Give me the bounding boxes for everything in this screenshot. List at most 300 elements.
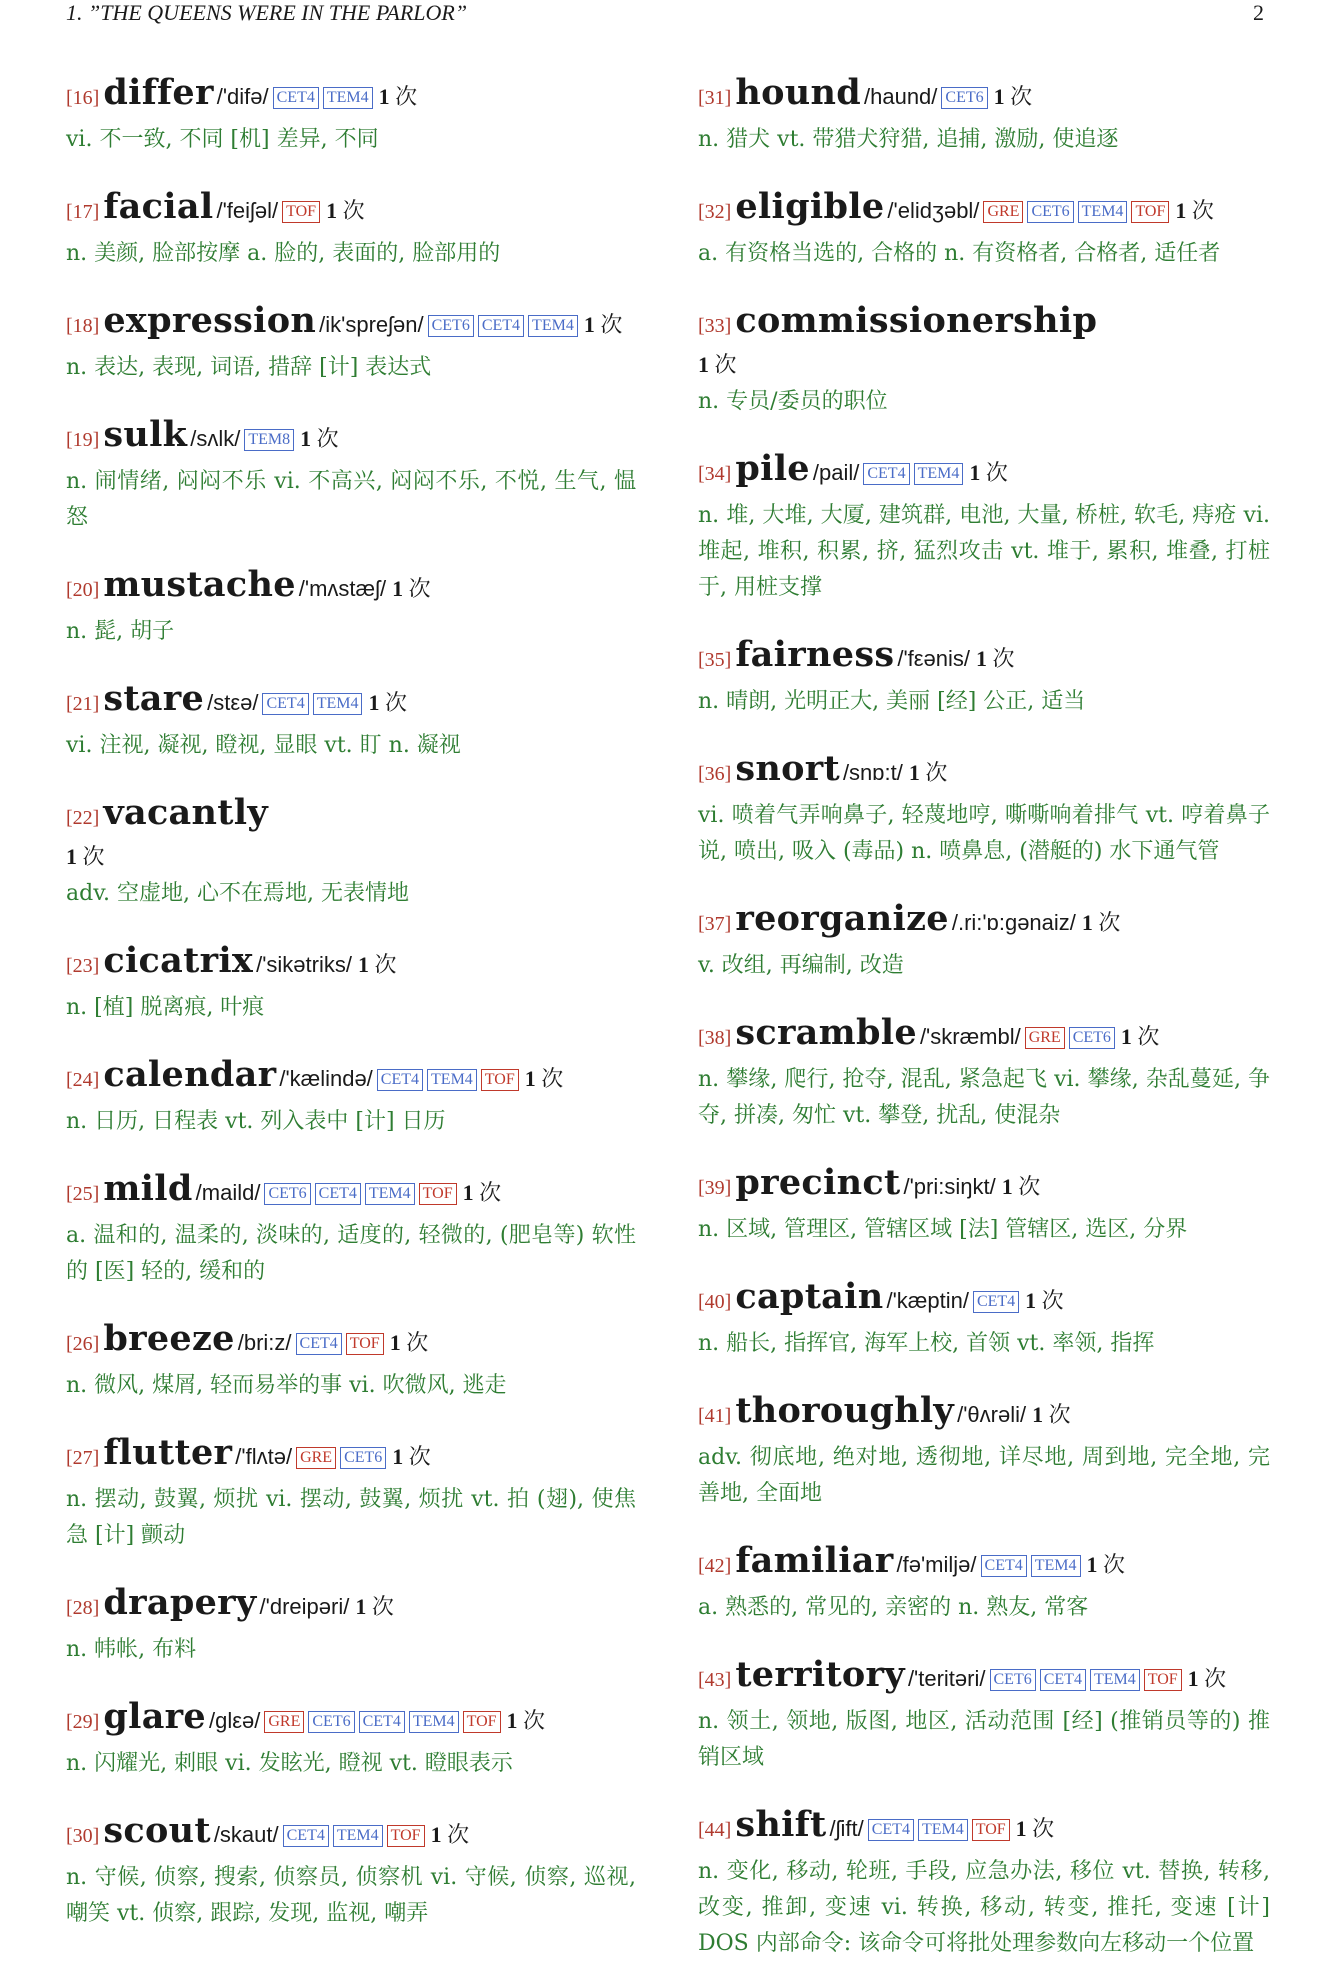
headword-line [66, 72, 636, 120]
exam-tag: TEM4 [1078, 201, 1128, 223]
frequency-unit: 次 [408, 1444, 431, 1469]
frequency-unit: 次 [600, 312, 623, 337]
exam-tag: TEM4 [427, 1069, 477, 1091]
headword: hound [735, 72, 861, 113]
headword-line [66, 792, 636, 840]
vocab-entry [698, 186, 1270, 272]
exam-tag: TOF [1131, 201, 1169, 223]
frequency-unit: 次 [1048, 1402, 1071, 1427]
exam-tag: GRE [983, 201, 1023, 223]
definition: n. 船长, 指挥官, 海军上校, 首领 vt. 率领, 指挥 [698, 1331, 1155, 1356]
headword-line [698, 72, 1270, 120]
definition: n. 摆动, 鼓翼, 烦扰 vi. 摆动, 鼓翼, 烦扰 vt. 拍 (翅), 使焦急 [计] 颤动 [66, 1487, 636, 1548]
headword-line [698, 1654, 1270, 1702]
frequency [1175, 198, 1214, 223]
entry-number: [35] [698, 649, 732, 671]
frequency-count: 1 [1015, 1816, 1033, 1841]
frequency [698, 348, 1270, 382]
entry-number: [41] [698, 1405, 732, 1427]
headword: snort [735, 748, 840, 789]
headword: thoroughly [735, 1390, 955, 1431]
exam-tag: TEM4 [313, 693, 363, 715]
definition: n. 攀缘, 爬行, 抢夺, 混乱, 紧急起飞 vi. 攀缘, 杂乱蔓延, 争夺, 拼凑, 匆忙 vt. 攀登, 扰乱, 使混杂 [698, 1067, 1270, 1128]
frequency-unit: 次 [1103, 1552, 1126, 1577]
frequency-unit: 次 [1032, 1816, 1055, 1841]
headword-line [66, 1696, 636, 1744]
frequency-count: 1 [1032, 1402, 1049, 1427]
headword-line [66, 1054, 636, 1102]
headword-line [66, 1582, 636, 1630]
frequency [1002, 1174, 1041, 1199]
headword: vacantly [103, 792, 268, 833]
headword-line [66, 414, 636, 462]
exam-tag: CET4 [868, 1819, 914, 1841]
definition: n. 专员/委员的职位 [698, 389, 888, 414]
entry-number: [29] [66, 1711, 100, 1733]
definition: v. 改组, 再编制, 改造 [698, 953, 904, 978]
frequency [390, 1330, 429, 1355]
frequency [909, 760, 948, 785]
headword: shift [735, 1804, 827, 1845]
phonetic: /'flʌtə/ [235, 1444, 293, 1469]
vocab-entry [698, 1390, 1270, 1512]
phonetic: /skaut/ [213, 1822, 279, 1847]
vocab-entry [66, 414, 636, 536]
headword: differ [103, 72, 214, 113]
vocab-entry [66, 792, 636, 912]
exam-tag: GRE [264, 1711, 304, 1733]
entry-number: [34] [698, 463, 732, 485]
phonetic: /'θʌrəli/ [957, 1402, 1027, 1427]
vocab-entry [698, 448, 1270, 606]
frequency [976, 646, 1015, 671]
frequency-unit: 次 [384, 690, 407, 715]
definition: n. 日历, 日程表 vt. 列入表中 [计] 日历 [66, 1109, 446, 1134]
headword-line [66, 300, 636, 348]
vocab-entry [66, 186, 636, 272]
exam-tag: CET6 [1027, 201, 1073, 223]
entry-number: [38] [698, 1027, 732, 1049]
frequency [584, 312, 623, 337]
frequency-count: 1 [1081, 910, 1099, 935]
vocab-entry [698, 634, 1270, 720]
exam-tag: TEM8 [244, 429, 294, 451]
headword-line [698, 1804, 1270, 1852]
entry-number: [23] [66, 955, 100, 977]
definition: a. 温和的, 温柔的, 淡味的, 适度的, 轻微的, (肥皂等) 软性的 [医] 轻的, 缓和的 [66, 1223, 636, 1284]
definition: n. 美颜, 脸部按摩 a. 脸的, 表面的, 脸部用的 [66, 241, 501, 266]
definition: n. 晴朗, 光明正大, 美丽 [经] 公正, 适当 [698, 689, 1086, 714]
frequency-count: 1 [392, 1444, 409, 1469]
vocab-entry [66, 940, 636, 1026]
phonetic: /'mʌstæʃ/ [298, 576, 387, 601]
phonetic: /'teritəri/ [907, 1666, 986, 1691]
frequency-count: 1 [1175, 198, 1192, 223]
phonetic: /'elidʒəbl/ [887, 198, 980, 223]
frequency-unit: 次 [479, 1180, 502, 1205]
frequency-unit: 次 [985, 460, 1008, 485]
vocab-entry [66, 678, 636, 764]
frequency [1025, 1288, 1064, 1313]
phonetic: /'fεənis/ [897, 646, 971, 671]
vocab-entry [698, 300, 1270, 420]
entry-number: [25] [66, 1183, 100, 1205]
frequency-unit: 次 [992, 646, 1015, 671]
frequency-unit: 次 [1010, 84, 1033, 109]
frequency-unit: 次 [1191, 198, 1214, 223]
headword-line [66, 1318, 636, 1366]
headword: scramble [735, 1012, 917, 1053]
entry-number: [26] [66, 1333, 100, 1355]
headword: reorganize [735, 898, 949, 939]
phonetic: /bri:z/ [237, 1330, 292, 1355]
vocab-entry [698, 1804, 1270, 1962]
headword: flutter [103, 1432, 233, 1473]
headword: expression [103, 300, 317, 341]
frequency [355, 1594, 394, 1619]
definition: n. 表达, 表现, 词语, 措辞 [计] 表达式 [66, 355, 432, 380]
exam-tag: CET4 [1040, 1669, 1086, 1691]
frequency-count: 1 [368, 690, 385, 715]
vocab-entry [66, 564, 636, 650]
headword-line [66, 186, 636, 234]
frequency [358, 952, 397, 977]
frequency-unit: 次 [395, 84, 418, 109]
headword: sulk [103, 414, 188, 455]
frequency-unit: 次 [316, 426, 339, 451]
exam-tag: CET4 [377, 1069, 423, 1091]
entry-number: [27] [66, 1447, 100, 1469]
definition: a. 熟悉的, 常见的, 亲密的 n. 熟友, 常客 [698, 1595, 1089, 1620]
entry-number: [22] [66, 807, 100, 829]
headword-line [66, 940, 636, 988]
definition: vi. 喷着气弄响鼻子, 轻蔑地哼, 嘶嘶响着排气 vt. 哼着鼻子说, 喷出, 吸入 (毒品) n. 喷鼻息, (潜艇的) 水下通气管 [698, 803, 1270, 864]
headword: cicatrix [103, 940, 254, 981]
frequency-unit: 次 [408, 576, 431, 601]
frequency-count: 1 [524, 1066, 542, 1091]
frequency-unit: 次 [541, 1066, 564, 1091]
entry-number: [30] [66, 1825, 100, 1847]
vocab-entry [698, 1012, 1270, 1134]
frequency-unit: 次 [374, 952, 397, 977]
frequency [326, 198, 365, 223]
definition: n. 变化, 移动, 轮班, 手段, 应急办法, 移位 vt. 替换, 转移, 改变, 推卸, 变速 vi. 转换, 移动, 转变, 推托, 变速 [计] DOS 内部命令: 该命令可将批处理参数向左移动一个位置 [698, 1859, 1270, 1956]
definition: n. 守候, 侦察, 搜索, 侦察员, 侦察机 vi. 守候, 侦察, 巡视, 嘲笑 vt. 侦察, 跟踪, 发现, 监视, 嘲弄 [66, 1865, 636, 1926]
exam-tag: CET4 [315, 1183, 361, 1205]
headword-line [698, 186, 1270, 234]
frequency [969, 460, 1008, 485]
exam-tag: CET6 [428, 315, 474, 337]
vocab-entry [66, 1810, 636, 1932]
headword: scout [103, 1810, 211, 1851]
headword-line [698, 1540, 1270, 1588]
exam-tag: CET4 [359, 1711, 405, 1733]
entry-number: [19] [66, 429, 100, 451]
frequency-count: 1 [389, 1330, 407, 1355]
headword: eligible [735, 186, 885, 227]
frequency-unit: 次 [714, 352, 737, 377]
phonetic: /'sikətriks/ [256, 952, 352, 977]
frequency [525, 1066, 564, 1091]
headword-line [698, 300, 1270, 348]
frequency-count: 1 [506, 1708, 524, 1733]
headword-line [698, 1390, 1270, 1438]
exam-tag: TOF [463, 1711, 501, 1733]
headword: calendar [103, 1054, 277, 1095]
frequency [1087, 1552, 1126, 1577]
definition: n. 区域, 管理区, 管辖区域 [法] 管辖区, 选区, 分界 [698, 1217, 1188, 1242]
phonetic: /'dreipəri/ [259, 1594, 350, 1619]
headword: commissionership [735, 300, 1098, 341]
frequency [1188, 1666, 1227, 1691]
vocab-entry [698, 1162, 1270, 1248]
headword: breeze [103, 1318, 235, 1359]
entry-number: [42] [698, 1555, 732, 1577]
frequency-unit: 次 [1041, 1288, 1064, 1313]
exam-tag: CET6 [340, 1447, 386, 1469]
exam-tag: CET6 [941, 87, 987, 109]
exam-tag: TEM4 [409, 1711, 459, 1733]
exam-tag: TOF [282, 201, 320, 223]
exam-tag: CET4 [283, 1825, 329, 1847]
frequency-unit: 次 [1098, 910, 1121, 935]
entry-number: [16] [66, 87, 100, 109]
frequency-count: 1 [1120, 1024, 1138, 1049]
phonetic: /'feiʃəl/ [216, 198, 279, 223]
headword: territory [735, 1654, 905, 1695]
phonetic: /'pri:siŋkt/ [903, 1174, 996, 1199]
definition: a. 有资格当选的, 合格的 n. 有资格者, 合格者, 适任者 [698, 241, 1221, 266]
headword: precinct [735, 1162, 901, 1203]
exam-tag: TEM4 [528, 315, 578, 337]
page-header [66, 0, 1264, 30]
definition: vi. 不一致, 不同 [机] 差异, 不同 [66, 127, 379, 152]
frequency-unit: 次 [406, 1330, 429, 1355]
frequency [66, 840, 636, 874]
phonetic: /'difə/ [216, 84, 269, 109]
phonetic: /maild/ [195, 1180, 261, 1205]
exam-tag: TOF [346, 1333, 384, 1355]
headword-line [66, 678, 636, 726]
definition: n. 帏帐, 布料 [66, 1637, 197, 1662]
exam-tag: TOF [1144, 1669, 1182, 1691]
entry-number: [24] [66, 1069, 100, 1091]
headword-line [66, 1168, 636, 1216]
phonetic: /sʌlk/ [190, 426, 241, 451]
entry-number: [28] [66, 1597, 100, 1619]
entry-number: [44] [698, 1819, 732, 1841]
phonetic: /ik'spreʃən/ [319, 312, 424, 337]
frequency-count: 1 [993, 84, 1011, 109]
phonetic: /glεə/ [208, 1708, 261, 1733]
vocab-entry [66, 1582, 636, 1668]
phonetic: /snɒ:t/ [842, 760, 903, 785]
exam-tag: GRE [296, 1447, 336, 1469]
entry-number: [37] [698, 913, 732, 935]
phonetic: /stεə/ [207, 690, 259, 715]
frequency-count: 1 [355, 1594, 372, 1619]
headword-line [698, 748, 1270, 796]
frequency-count: 1 [1025, 1288, 1042, 1313]
vocab-entry [698, 1540, 1270, 1626]
exam-tag: CET4 [478, 315, 524, 337]
headword-line [66, 1810, 636, 1858]
headword: facial [103, 186, 214, 227]
exam-tag: TEM4 [918, 1819, 968, 1841]
vocab-entry [66, 1054, 636, 1140]
phonetic: /'skræmbl/ [919, 1024, 1021, 1049]
headword-line [698, 1162, 1270, 1210]
frequency [994, 84, 1033, 109]
frequency [1121, 1024, 1160, 1049]
headword: stare [103, 678, 205, 719]
frequency-count: 1 [430, 1822, 448, 1847]
entry-number: [31] [698, 87, 732, 109]
frequency [300, 426, 339, 451]
right-column [698, 72, 1270, 1962]
frequency-count: 1 [1187, 1666, 1205, 1691]
exam-tag: CET4 [981, 1555, 1027, 1577]
headword: glare [103, 1696, 206, 1737]
definition: n. 闪耀光, 刺眼 vi. 发眩光, 瞪视 vt. 瞪眼表示 [66, 1751, 513, 1776]
frequency-count: 1 [66, 844, 83, 869]
exam-tag: GRE [1025, 1027, 1065, 1049]
entry-number: [20] [66, 579, 100, 601]
entry-number: [36] [698, 763, 732, 785]
exam-tag: TOF [419, 1183, 457, 1205]
frequency-unit: 次 [1137, 1024, 1160, 1049]
vocab-entry [698, 898, 1270, 984]
vocab-entry [66, 1696, 636, 1782]
vocab-entry [698, 1276, 1270, 1362]
frequency [1016, 1816, 1055, 1841]
headword: fairness [735, 634, 895, 675]
exam-tag: TEM4 [365, 1183, 415, 1205]
entry-number: [43] [698, 1669, 732, 1691]
exam-tag: TOF [481, 1069, 519, 1091]
headword-line [66, 564, 636, 612]
frequency-count: 1 [378, 84, 396, 109]
frequency-unit: 次 [447, 1822, 470, 1847]
headword-line [698, 898, 1270, 946]
exam-tag: CET6 [990, 1669, 1036, 1691]
vocab-entry [698, 1654, 1270, 1776]
definition: adv. 空虚地, 心不在焉地, 无表情地 [66, 881, 409, 906]
exam-tag: TEM4 [1090, 1669, 1140, 1691]
definition: n. 髭, 胡子 [66, 619, 175, 644]
definition: vi. 注视, 凝视, 瞪视, 显眼 vt. 盯 n. 凝视 [66, 733, 461, 758]
headword: captain [735, 1276, 884, 1317]
left-column [66, 72, 636, 1932]
vocab-entry [66, 1318, 636, 1404]
headword: mild [103, 1168, 193, 1209]
headword-line [698, 634, 1270, 682]
definition: n. 猎犬 vt. 带猎犬狩猎, 追捕, 激励, 使追逐 [698, 127, 1119, 152]
chapter-title: 1. ”THE QUEENS WERE IN THE PARLOR” [66, 0, 468, 25]
frequency-count: 1 [1086, 1552, 1104, 1577]
headword-line [698, 1276, 1270, 1324]
frequency-count: 1 [300, 426, 317, 451]
frequency-count: 1 [462, 1180, 480, 1205]
vocab-entry [66, 300, 636, 386]
exam-tag: TOF [972, 1819, 1010, 1841]
vocab-entry [66, 72, 636, 158]
vocab-entry [698, 748, 1270, 870]
definition: n. 领土, 领地, 版图, 地区, 活动范围 [经] (推销员等的) 推销区域 [698, 1709, 1270, 1770]
exam-tag: CET4 [863, 463, 909, 485]
frequency-count: 1 [908, 760, 926, 785]
definition: adv. 彻底地, 绝对地, 透彻地, 详尽地, 周到地, 完全地, 完善地, 全面地 [698, 1445, 1270, 1506]
frequency [392, 1444, 431, 1469]
phonetic: /fə'miljə/ [896, 1552, 977, 1577]
phonetic: /ʃift/ [829, 1816, 864, 1841]
frequency-count: 1 [392, 576, 409, 601]
headword: pile [735, 448, 810, 489]
page-number: 2 [1253, 0, 1264, 25]
headword-line [66, 1432, 636, 1480]
headword-line [698, 1012, 1270, 1060]
phonetic: /pail/ [812, 460, 860, 485]
frequency-unit: 次 [82, 844, 105, 869]
entry-number: [21] [66, 693, 100, 715]
exam-tag: CET4 [273, 87, 319, 109]
frequency [1032, 1402, 1071, 1427]
entry-number: [39] [698, 1177, 732, 1199]
exam-tag: CET4 [973, 1291, 1019, 1313]
frequency-count: 1 [357, 952, 375, 977]
headword: familiar [735, 1540, 894, 1581]
headword-line [698, 448, 1270, 496]
definition: n. 闹情绪, 闷闷不乐 vi. 不高兴, 闷闷不乐, 不悦, 生气, 愠怒 [66, 469, 636, 530]
frequency [1082, 910, 1121, 935]
frequency [507, 1708, 546, 1733]
frequency-count: 1 [583, 312, 601, 337]
headword: mustache [103, 564, 296, 605]
frequency-count: 1 [976, 646, 993, 671]
frequency-count: 1 [969, 460, 986, 485]
exam-tag: CET6 [308, 1711, 354, 1733]
frequency [368, 690, 407, 715]
exam-tag: CET4 [296, 1333, 342, 1355]
exam-tag: CET6 [264, 1183, 310, 1205]
entry-number: [40] [698, 1291, 732, 1313]
frequency-unit: 次 [925, 760, 948, 785]
exam-tag: TEM4 [914, 463, 964, 485]
vocab-entry [66, 1432, 636, 1554]
frequency-unit: 次 [342, 198, 365, 223]
frequency [431, 1822, 470, 1847]
frequency [463, 1180, 502, 1205]
vocab-entry [66, 1168, 636, 1290]
frequency-unit: 次 [1018, 1174, 1041, 1199]
phonetic: /'kæptin/ [886, 1288, 969, 1313]
exam-tag: TEM4 [333, 1825, 383, 1847]
frequency-unit: 次 [523, 1708, 546, 1733]
exam-tag: TEM4 [323, 87, 373, 109]
definition: n. 微风, 煤屑, 轻而易举的事 vi. 吹微风, 逃走 [66, 1373, 507, 1398]
frequency-unit: 次 [371, 1594, 394, 1619]
definition: n. [植] 脱离痕, 叶痕 [66, 995, 265, 1020]
frequency-unit: 次 [1204, 1666, 1227, 1691]
frequency-count: 1 [698, 352, 715, 377]
headword: drapery [103, 1582, 257, 1623]
phonetic: /'kælində/ [279, 1066, 373, 1091]
frequency-count: 1 [326, 198, 343, 223]
entry-number: [32] [698, 201, 732, 223]
frequency-count: 1 [1001, 1174, 1019, 1199]
phonetic: /.ri:'ɒ:gənaiz/ [951, 910, 1076, 935]
phonetic: /haund/ [864, 84, 938, 109]
